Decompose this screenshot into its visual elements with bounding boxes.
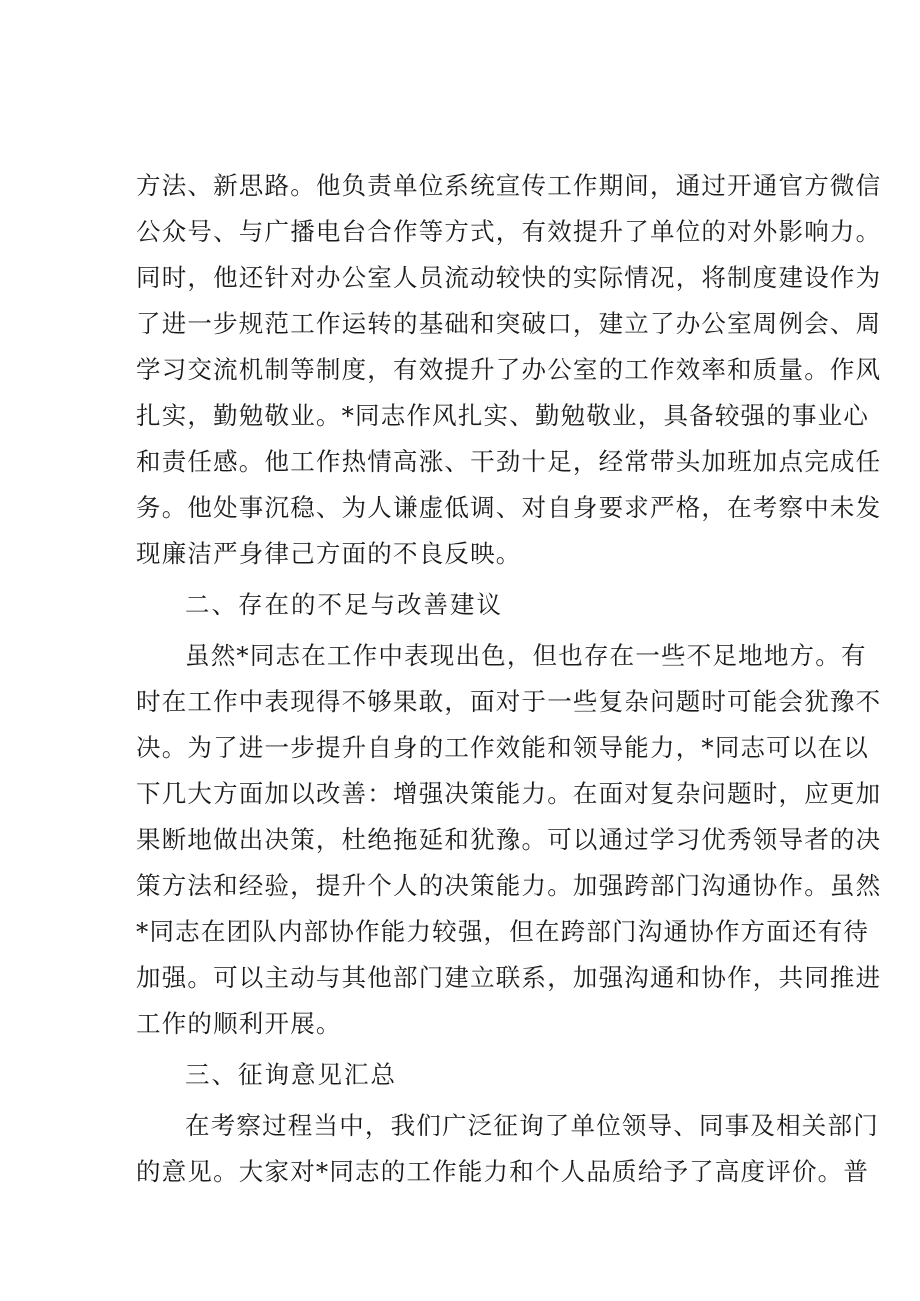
body-text-line: 的意见。大家对*同志的工作能力和个人品质给予了高度评价。普 [136,1157,870,1186]
body-text-line: 学习交流机制等制度，有效提升了办公室的工作效率和质量。作风 [136,355,882,384]
section-heading: 三、征询意见汇总 [185,1060,397,1089]
body-text-line: 方法、新思路。他负责单位系统宣传工作期间，通过开通官方微信 [136,171,882,200]
body-text-line: 时在工作中表现得不够果敢，面对于一些复杂问题时可能会犹豫不 [136,687,882,716]
body-text-line: 在考察过程当中，我们广泛征询了单位领导、同事及相关部门 [185,1111,879,1140]
body-text-line: 公众号、与广播电台合作等方式，有效提升了单位的对外影响力。 [136,217,882,246]
body-text-line: 策方法和经验，提升个人的决策能力。加强跨部门沟通协作。虽然 [136,871,882,900]
body-text-line: 同时，他还针对办公室人员流动较快的实际情况，将制度建设作为 [136,263,882,292]
body-text-line: 决。为了进一步提升自身的工作效能和领导能力，*同志可以在以 [136,733,870,762]
body-text-line: 和责任感。他工作热情高涨、干劲十足，经常带头加班加点完成任 [136,447,882,476]
body-text-line: 果断地做出决策，杜绝拖延和犹豫。可以通过学习优秀领导者的决 [136,825,882,854]
body-text-line: 了进一步规范工作运转的基础和突破口，建立了办公室周例会、周 [136,309,882,338]
body-text-line: 下几大方面加以改善：增强决策能力。在面对复杂问题时，应更加 [136,779,882,808]
body-text-line: 虽然*同志在工作中表现出色，但也存在一些不足地地方。有 [185,641,867,670]
body-text-line: 现廉洁严身律己方面的不良反映。 [136,539,522,568]
section-heading: 二、存在的不足与改善建议 [185,590,503,619]
body-text-line: 扎实，勤勉敬业。*同志作风扎实、勤勉敬业，具备较强的事业心 [136,401,870,430]
body-text-line: 工作的顺利开展。 [136,1009,342,1038]
body-text-line: 加强。可以主动与其他部门建立联系，加强沟通和协作，共同推进 [136,963,882,992]
body-text-line: *同志在团队内部协作能力较强，但在跨部门沟通协作方面还有待 [136,917,870,946]
body-text-line: 务。他处事沉稳、为人谦虚低调、对自身要求严格，在考察中未发 [136,493,882,522]
